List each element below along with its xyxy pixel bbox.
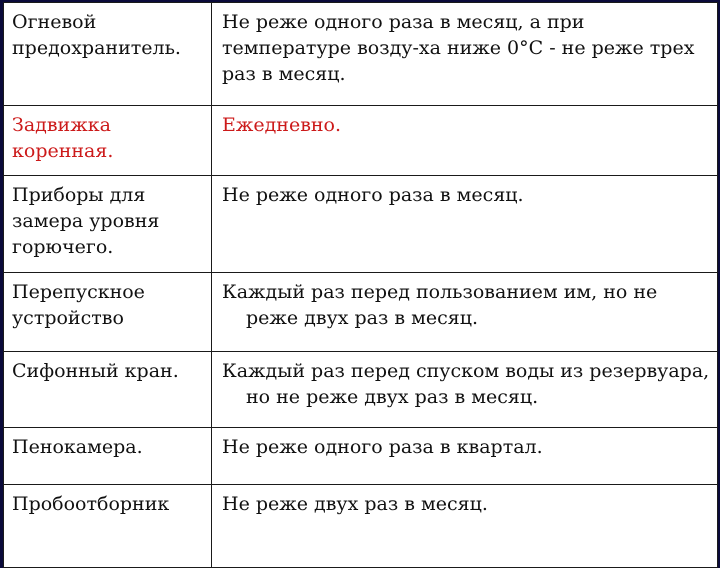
table-row — [4, 176, 718, 273]
table-row — [4, 352, 718, 428]
table-row — [4, 273, 718, 352]
frequency-cell — [212, 273, 718, 352]
frequency-cell: Не реже одного раза в квартал. — [212, 428, 718, 485]
table-row — [4, 106, 718, 176]
frequency-cell: Не реже двух раз в месяц. — [212, 485, 718, 568]
frequency-text: Каждый раз перед спуском воды из резервуара, но не реже двух раз в месяц. — [222, 360, 710, 408]
table-row — [4, 485, 718, 568]
frequency-text: Каждый раз перед пользованием им, но не реже двух раз в месяц. — [222, 281, 658, 329]
frequency-cell: Не реже одного раза в месяц, а при температуре возду-ха ниже 0°С - не реже трех раз в месяц. — [212, 3, 718, 106]
equipment-cell: Пробоотборник — [4, 485, 212, 568]
frequency-cell — [212, 352, 718, 428]
equipment-cell: Огневой предохранитель. — [4, 3, 212, 106]
frequency-cell: Ежедневно. — [212, 106, 718, 176]
equipment-cell: Задвижка коренная. — [4, 106, 212, 176]
frequency-cell: Не реже одного раза в месяц. — [212, 176, 718, 273]
inspection-schedule-table — [3, 2, 718, 568]
equipment-cell: Перепускное устройство — [4, 273, 212, 352]
equipment-cell: Сифонный кран. — [4, 352, 212, 428]
equipment-cell: Пенокамера. — [4, 428, 212, 485]
equipment-cell: Приборы для замера уровня горючего. — [4, 176, 212, 273]
table-row — [4, 3, 718, 106]
table-row — [4, 428, 718, 485]
